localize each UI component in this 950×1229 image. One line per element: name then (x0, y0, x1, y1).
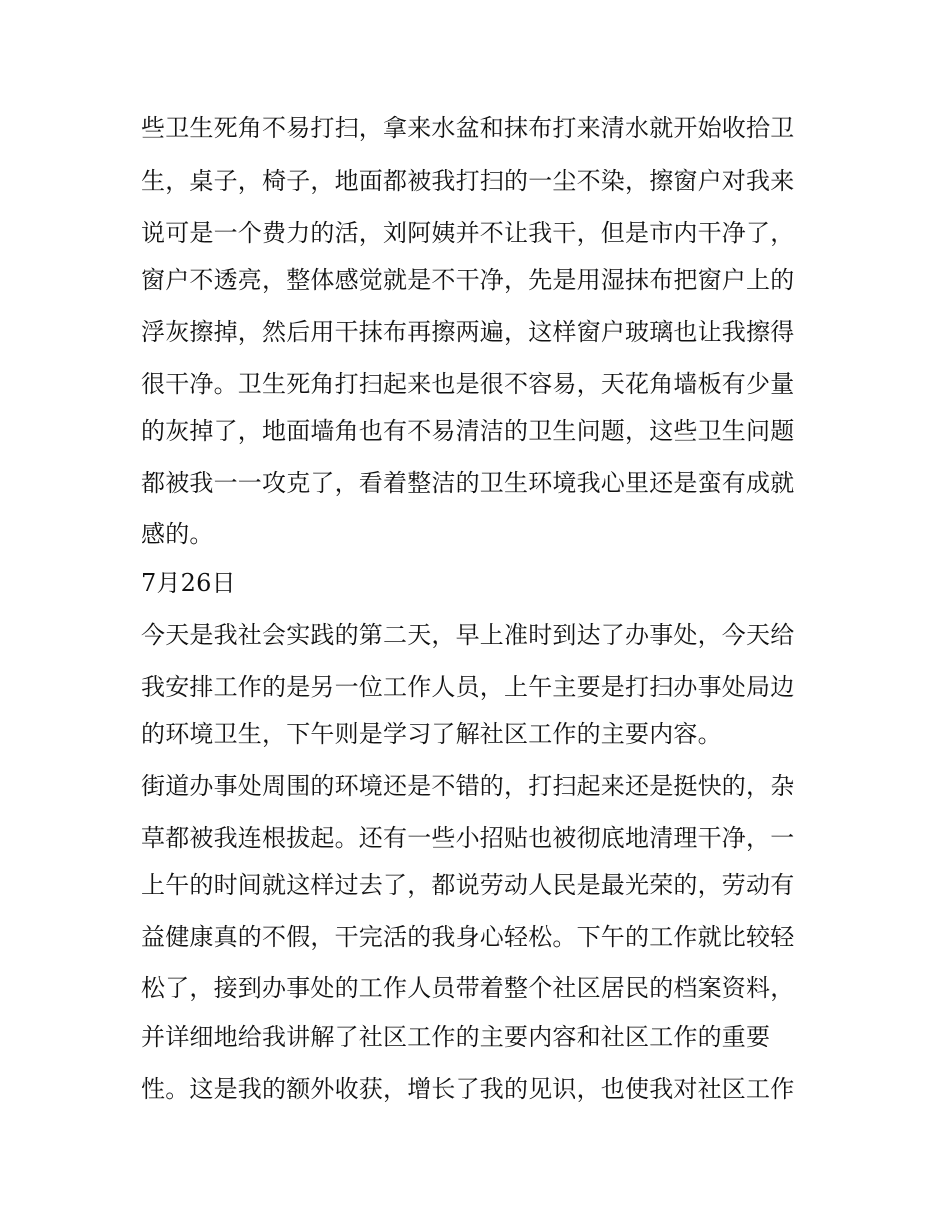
text-line: 生，桌子，椅子，地面都被我打扫的一尘不染，擦窗户对我来 (141, 167, 795, 195)
text-line: 都被我一一攻克了，看着整洁的卫生环境我心里还是蛮有成就 (141, 469, 795, 497)
text-line: 益健康真的不假，干完活的我身心轻松。下午的工作就比较轻 (141, 923, 795, 951)
text-line: 感的。 (141, 520, 214, 548)
text-line: 并详细地给我讲解了社区工作的主要内容和社区工作的重要 (141, 1023, 771, 1051)
text-line: 街道办事处周围的环境还是不错的，打扫起来还是挺快的，杂 (141, 772, 795, 800)
text-line: 上午的时间就这样过去了，都说劳动人民是最光荣的，劳动有 (141, 871, 795, 899)
text-line: 松了，接到办事处的工作人员带着整个社区居民的档案资料， (141, 974, 795, 1002)
text-line: 的灰掉了，地面墙角也有不易清洁的卫生问题，这些卫生问题 (141, 417, 795, 445)
text-line: 的环境卫生，下午则是学习了解社区工作的主要内容。 (141, 720, 722, 748)
date-heading: 7月26日 (141, 569, 236, 597)
text-line: 很干净。卫生死角打扫起来也是很不容易，天花角墙板有少量 (141, 370, 795, 398)
text-line: 性。这是我的额外收获，增长了我的见识，也使我对社区工作 (141, 1075, 795, 1103)
text-line: 草都被我连根拔起。还有一些小招贴也被彻底地清理干净，一 (141, 824, 795, 852)
text-line: 浮灰擦掉，然后用干抹布再擦两遍，这样窗户玻璃也让我擦得 (141, 318, 795, 346)
text-line: 今天是我社会实践的第二天，早上准时到达了办事处，今天给 (141, 621, 795, 649)
text-line: 我安排工作的是另一位工作人员，上午主要是打扫办事处局边 (141, 673, 795, 701)
text-line: 些卫生死角不易打扫，拿来水盆和抹布打来清水就开始收拾卫 (141, 114, 795, 142)
text-line: 窗户不透亮，整体感觉就是不干净，先是用湿抹布把窗户上的 (141, 266, 795, 294)
text-line: 说可是一个费力的活，刘阿姨并不让我干，但是市内干净了， (141, 219, 795, 247)
